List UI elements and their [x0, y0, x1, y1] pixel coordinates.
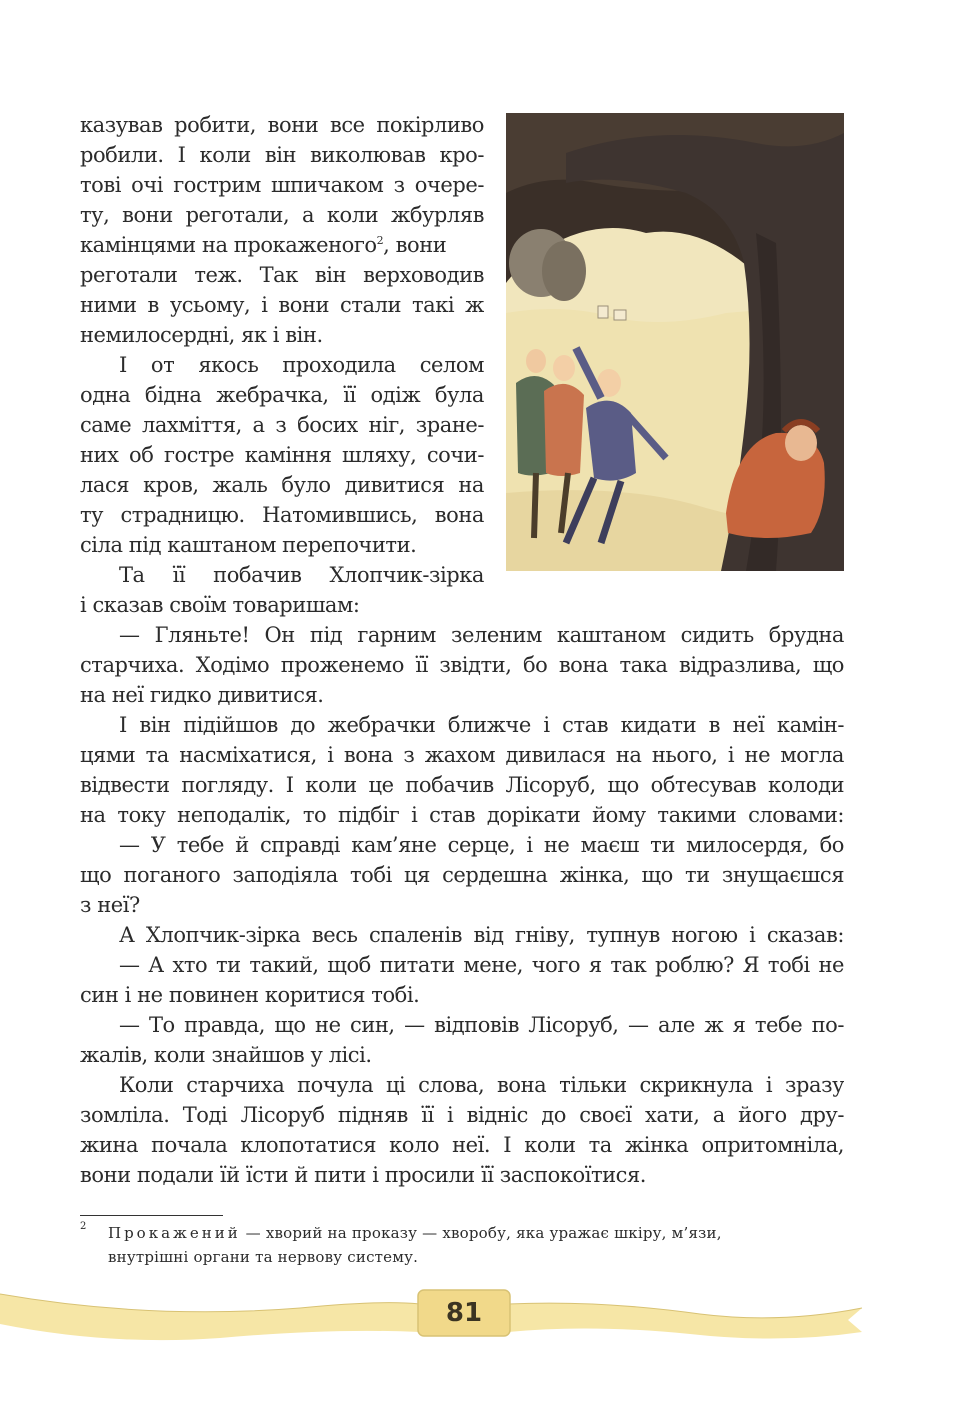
text-line: саме лахміття, а з босих ніг, зране-: [80, 413, 484, 437]
text-line: І він підійшов до жебрачки ближче і став кидати в неї камін-: [119, 713, 844, 737]
text-fragment: , вони: [383, 233, 447, 257]
text-line: відвести погляду. І коли це побачив Лісоруб, що обтесував колоди: [80, 773, 844, 797]
text-line: робили. І коли він виколював кро-: [80, 143, 484, 167]
text-line: старчиха. Ходімо проженемо її звідти, бо вона така відразлива, що: [80, 653, 844, 677]
footnote-number: 2: [80, 1221, 87, 1232]
text-line: жина почала клопотатися коло неї. І коли та жінка опритомніла,: [80, 1133, 844, 1157]
footnote-line: внутрішні органи та нервову систему.: [108, 1248, 419, 1266]
text-line: ту, вони реготали, а коли жбурляв: [80, 203, 484, 227]
illustration-image: [506, 113, 844, 571]
text-line: Коли старчиха почула ці слова, вона тільки скрикнула і зразу: [119, 1073, 844, 1097]
text-line: них об гостре каміння шляху, сочи-: [80, 443, 484, 467]
page-number: 81: [445, 1298, 483, 1328]
text-line: син і не повинен коритися тобі.: [80, 983, 420, 1007]
text-line: А Хлопчик-зірка весь спаленів від гніву, тупнув ногою і сказав:: [119, 923, 844, 947]
text-line: — У тебе й справді кам’яне серце, і не маєш ти милосердя, бо: [119, 833, 844, 857]
text-line: немилосердні, як і він.: [80, 323, 323, 347]
text-line: що поганого заподіяла тобі ця сердешна жінка, що ти знущаєшся: [80, 863, 844, 887]
text-line: — А хто ти такий, щоб питати мене, чого я так роблю? Я тобі не: [119, 953, 844, 977]
footnote-marker: 2: [376, 234, 384, 247]
text-line: цями та насміхатися, і вона з жахом дивилася на нього, і не могла: [80, 743, 844, 767]
footnote-line: [108, 1221, 848, 1245]
text-line: з неї?: [80, 893, 140, 917]
text-line: одна бідна жебрачка, її одіж була: [80, 383, 484, 407]
story-illustration: [506, 113, 844, 571]
text-line: тові очі гострим шпичаком з очере-: [80, 173, 484, 197]
text-line: — То правда, що не син, — відповів Лісоруб, — але ж я тебе по-: [119, 1013, 844, 1037]
text-line: на току неподалік, то підбіг і став дорікати йому такими словами:: [80, 803, 844, 827]
text-line: сіла під каштаном перепочити.: [80, 533, 417, 557]
footnote-term: Прокажений: [108, 1224, 241, 1242]
text-line: жалів, коли знайшов у лісі.: [80, 1043, 372, 1067]
text-line: — Гляньте! Он під гарним зеленим каштаном сидить брудна: [119, 623, 844, 647]
text-line-with-footnote: [80, 230, 484, 260]
footnote-divider: [80, 1215, 223, 1216]
text-line: ту страдницю. Натомившись, вона: [80, 503, 484, 527]
text-line: ними в усьому, і вони стали такі ж: [80, 293, 484, 317]
text-line: реготали теж. Так він верховодив: [80, 263, 484, 287]
text-line: І от якось проходила селом: [119, 353, 484, 377]
text-line: зомліла. Тоді Лісоруб підняв її і відніс до своєї хати, а його дру-: [80, 1103, 844, 1127]
text-line: Та її побачив Хлопчик-зірка: [119, 563, 484, 587]
text-line: казував робити, вони все покірливо: [80, 113, 484, 137]
text-line: вони подали їй їсти й пити і просили її заспокоїтися.: [80, 1163, 647, 1187]
footnote-text: — хворий на проказу — хворобу, яка уражає шкіру, м’язи,: [240, 1224, 722, 1242]
text-line: і сказав своїм товаришам:: [80, 593, 360, 617]
text-fragment: камінцями на прокаженого: [80, 233, 377, 257]
text-line: на неї гидко дивитися.: [80, 683, 324, 707]
text-line: лася кров, жаль було дивитися на: [80, 473, 484, 497]
